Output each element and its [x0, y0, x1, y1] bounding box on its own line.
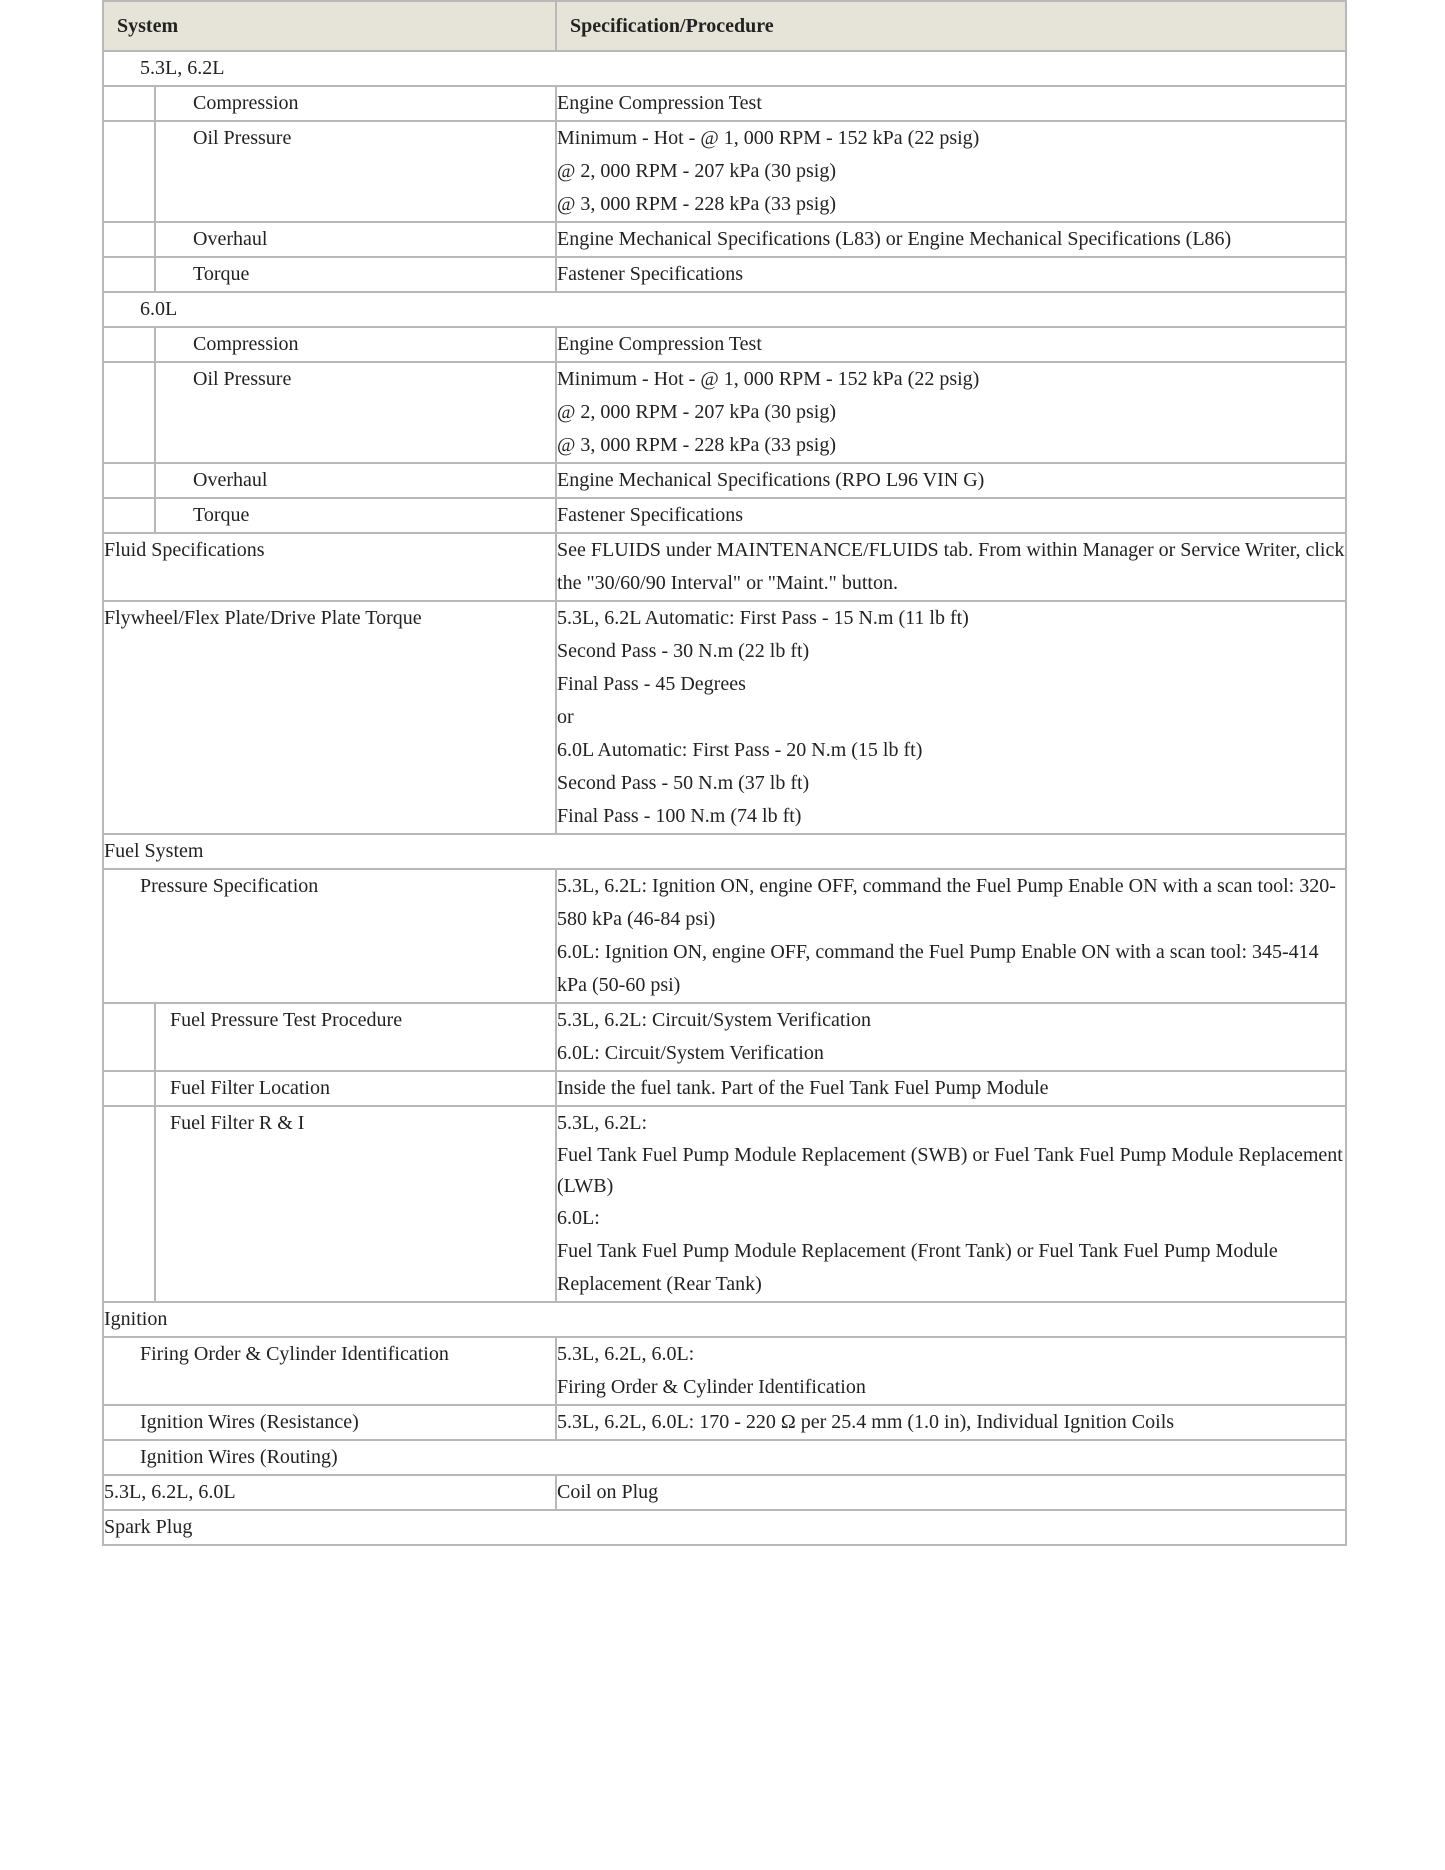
spec-line: Minimum - Hot - @ 1, 000 RPM - 152 kPa (22 psig): [557, 368, 980, 390]
table-row: [103, 222, 1346, 257]
row-label: Torque: [155, 498, 556, 533]
spec-line: 5.3L, 6.2L, 6.0L:: [557, 1343, 695, 1365]
row-label: Ignition Wires (Resistance): [103, 1405, 556, 1440]
specifications-table: [102, 0, 1347, 1546]
row-label: Compression: [155, 86, 556, 121]
indent-cell: [103, 86, 155, 121]
table-row: [103, 327, 1346, 362]
spec-line: @ 3, 000 RPM - 228 kPa (33 psig): [557, 434, 836, 456]
row-label: Overhaul: [155, 222, 556, 257]
spec-line: Second Pass - 30 N.m (22 lb ft): [557, 640, 810, 662]
spec-line: 5.3L, 6.2L Automatic: First Pass - 15 N.m (11 lb ft): [557, 607, 969, 629]
group-label: Ignition: [103, 1302, 1346, 1337]
indent-cell: [103, 463, 155, 498]
row-spec: [556, 869, 1346, 1003]
spec-line: @ 3, 000 RPM - 228 kPa (33 psig): [557, 193, 836, 215]
spec-line: 6.0L: Ignition ON, engine OFF, command the Fuel Pump Enable ON with a scan tool: 345-414 kPa (50-60 psi): [557, 941, 1319, 996]
row-label: Overhaul: [155, 463, 556, 498]
indent-cell: [103, 327, 155, 362]
table-row: [103, 1475, 1346, 1510]
spec-line: 6.0L Automatic: First Pass - 20 N.m (15 lb ft): [557, 739, 923, 761]
spec-line: @ 2, 000 RPM - 207 kPa (30 psig): [557, 160, 836, 182]
group-label: Spark Plug: [103, 1510, 1346, 1545]
spec-line-link[interactable]: Firing Order & Cylinder Identification: [557, 1376, 866, 1398]
row-spec-link[interactable]: Fastener Specifications: [556, 498, 1346, 533]
table-row: [103, 257, 1346, 292]
row-label: Fuel Filter R & I: [155, 1106, 556, 1302]
row-spec-link[interactable]: Engine Compression Test: [556, 327, 1346, 362]
row-spec: [556, 601, 1346, 834]
group-row: [103, 51, 1346, 86]
row-label: Firing Order & Cylinder Identification: [103, 1337, 556, 1405]
row-label: Torque: [155, 257, 556, 292]
indent-cell: [103, 121, 155, 222]
spec-line: 5.3L, 6.2L:: [557, 1112, 648, 1134]
row-label: Oil Pressure: [155, 121, 556, 222]
column-header-system: System: [103, 1, 556, 51]
row-label: 5.3L, 6.2L, 6.0L: [103, 1475, 556, 1510]
row-label: Pressure Specification: [103, 869, 556, 1003]
group-label: 5.3L, 6.2L: [103, 51, 1346, 86]
row-label: Fluid Specifications: [103, 533, 556, 601]
table-row: [103, 1106, 1346, 1302]
table-row: [103, 1440, 1346, 1475]
group-label: Fuel System: [103, 834, 1346, 869]
spec-line: Minimum - Hot - @ 1, 000 RPM - 152 kPa (22 psig): [557, 127, 980, 149]
row-label: Compression: [155, 327, 556, 362]
row-spec: [556, 1337, 1346, 1405]
spec-line: 5.3L, 6.2L: Ignition ON, engine OFF, command the Fuel Pump Enable ON with a scan tool: 320-580 kPa (46-84 psi): [557, 875, 1336, 930]
row-spec-link[interactable]: Engine Compression Test: [556, 86, 1346, 121]
indent-cell: [103, 257, 155, 292]
table-row: [103, 121, 1346, 222]
group-row: [103, 1510, 1346, 1545]
table-row: [103, 86, 1346, 121]
group-row: [103, 1302, 1346, 1337]
row-label: Fuel Pressure Test Procedure: [155, 1003, 556, 1071]
table-row: [103, 362, 1346, 463]
indent-cell: [103, 1071, 155, 1106]
row-spec: Coil on Plug: [556, 1475, 1346, 1510]
spec-line: Final Pass - 45 Degrees: [557, 673, 746, 695]
spec-line: Final Pass - 100 N.m (74 lb ft): [557, 805, 802, 827]
table-header-row: [103, 1, 1346, 51]
table-row: [103, 533, 1346, 601]
row-spec: See FLUIDS under MAINTENANCE/FLUIDS tab. From within Manager or Service Writer, click the "30/60/90 Interval" or "Maint." button.: [556, 533, 1346, 601]
indent-cell: [103, 222, 155, 257]
spec-line: 6.0L:: [557, 1207, 600, 1229]
table-row: [103, 498, 1346, 533]
table-row: [103, 1337, 1346, 1405]
spec-line-link[interactable]: 5.3L, 6.2L: Circuit/System Verification: [557, 1009, 872, 1031]
row-label: Flywheel/Flex Plate/Drive Plate Torque: [103, 601, 556, 834]
row-spec: [556, 121, 1346, 222]
table-row: [103, 1405, 1346, 1440]
row-label: Oil Pressure: [155, 362, 556, 463]
spec-line-link[interactable]: Fuel Tank Fuel Pump Module Replacement (Front Tank) or Fuel Tank Fuel Pump Module Replacement (Rear Tank): [557, 1240, 1278, 1295]
row-spec-link[interactable]: Fastener Specifications: [556, 257, 1346, 292]
indent-cell: [103, 1003, 155, 1071]
row-spec: Inside the fuel tank. Part of the Fuel Tank Fuel Pump Module: [556, 1071, 1346, 1106]
column-header-spec: Specification/Procedure: [556, 1, 1346, 51]
spec-line-link[interactable]: Fuel Tank Fuel Pump Module Replacement (SWB) or Fuel Tank Fuel Pump Module Replacement (LWB): [557, 1144, 1343, 1197]
row-spec-link[interactable]: Engine Mechanical Specifications (L83) or Engine Mechanical Specifications (L86): [556, 222, 1346, 257]
table-row: [103, 463, 1346, 498]
group-label: 6.0L: [103, 292, 1346, 327]
row-spec: [556, 1106, 1346, 1302]
table-row: [103, 601, 1346, 834]
row-spec: [556, 362, 1346, 463]
spec-line: @ 2, 000 RPM - 207 kPa (30 psig): [557, 401, 836, 423]
table-row: [103, 869, 1346, 1003]
row-label: Fuel Filter Location: [155, 1071, 556, 1106]
row-spec-link[interactable]: Engine Mechanical Specifications (RPO L96 VIN G): [556, 463, 1346, 498]
table-row: [103, 1003, 1346, 1071]
group-row: [103, 834, 1346, 869]
indent-cell: [103, 1106, 155, 1302]
group-row: [103, 292, 1346, 327]
table-row: [103, 1071, 1346, 1106]
spec-line: Second Pass - 50 N.m (37 lb ft): [557, 772, 810, 794]
spec-line-link[interactable]: 6.0L: Circuit/System Verification: [557, 1042, 824, 1064]
spec-line: or: [557, 706, 574, 728]
indent-cell: [103, 362, 155, 463]
indent-cell: [103, 498, 155, 533]
row-label: Ignition Wires (Routing): [103, 1440, 1346, 1475]
row-spec: [556, 1003, 1346, 1071]
row-spec: 5.3L, 6.2L, 6.0L: 170 - 220 Ω per 25.4 mm (1.0 in), Individual Ignition Coils: [556, 1405, 1346, 1440]
